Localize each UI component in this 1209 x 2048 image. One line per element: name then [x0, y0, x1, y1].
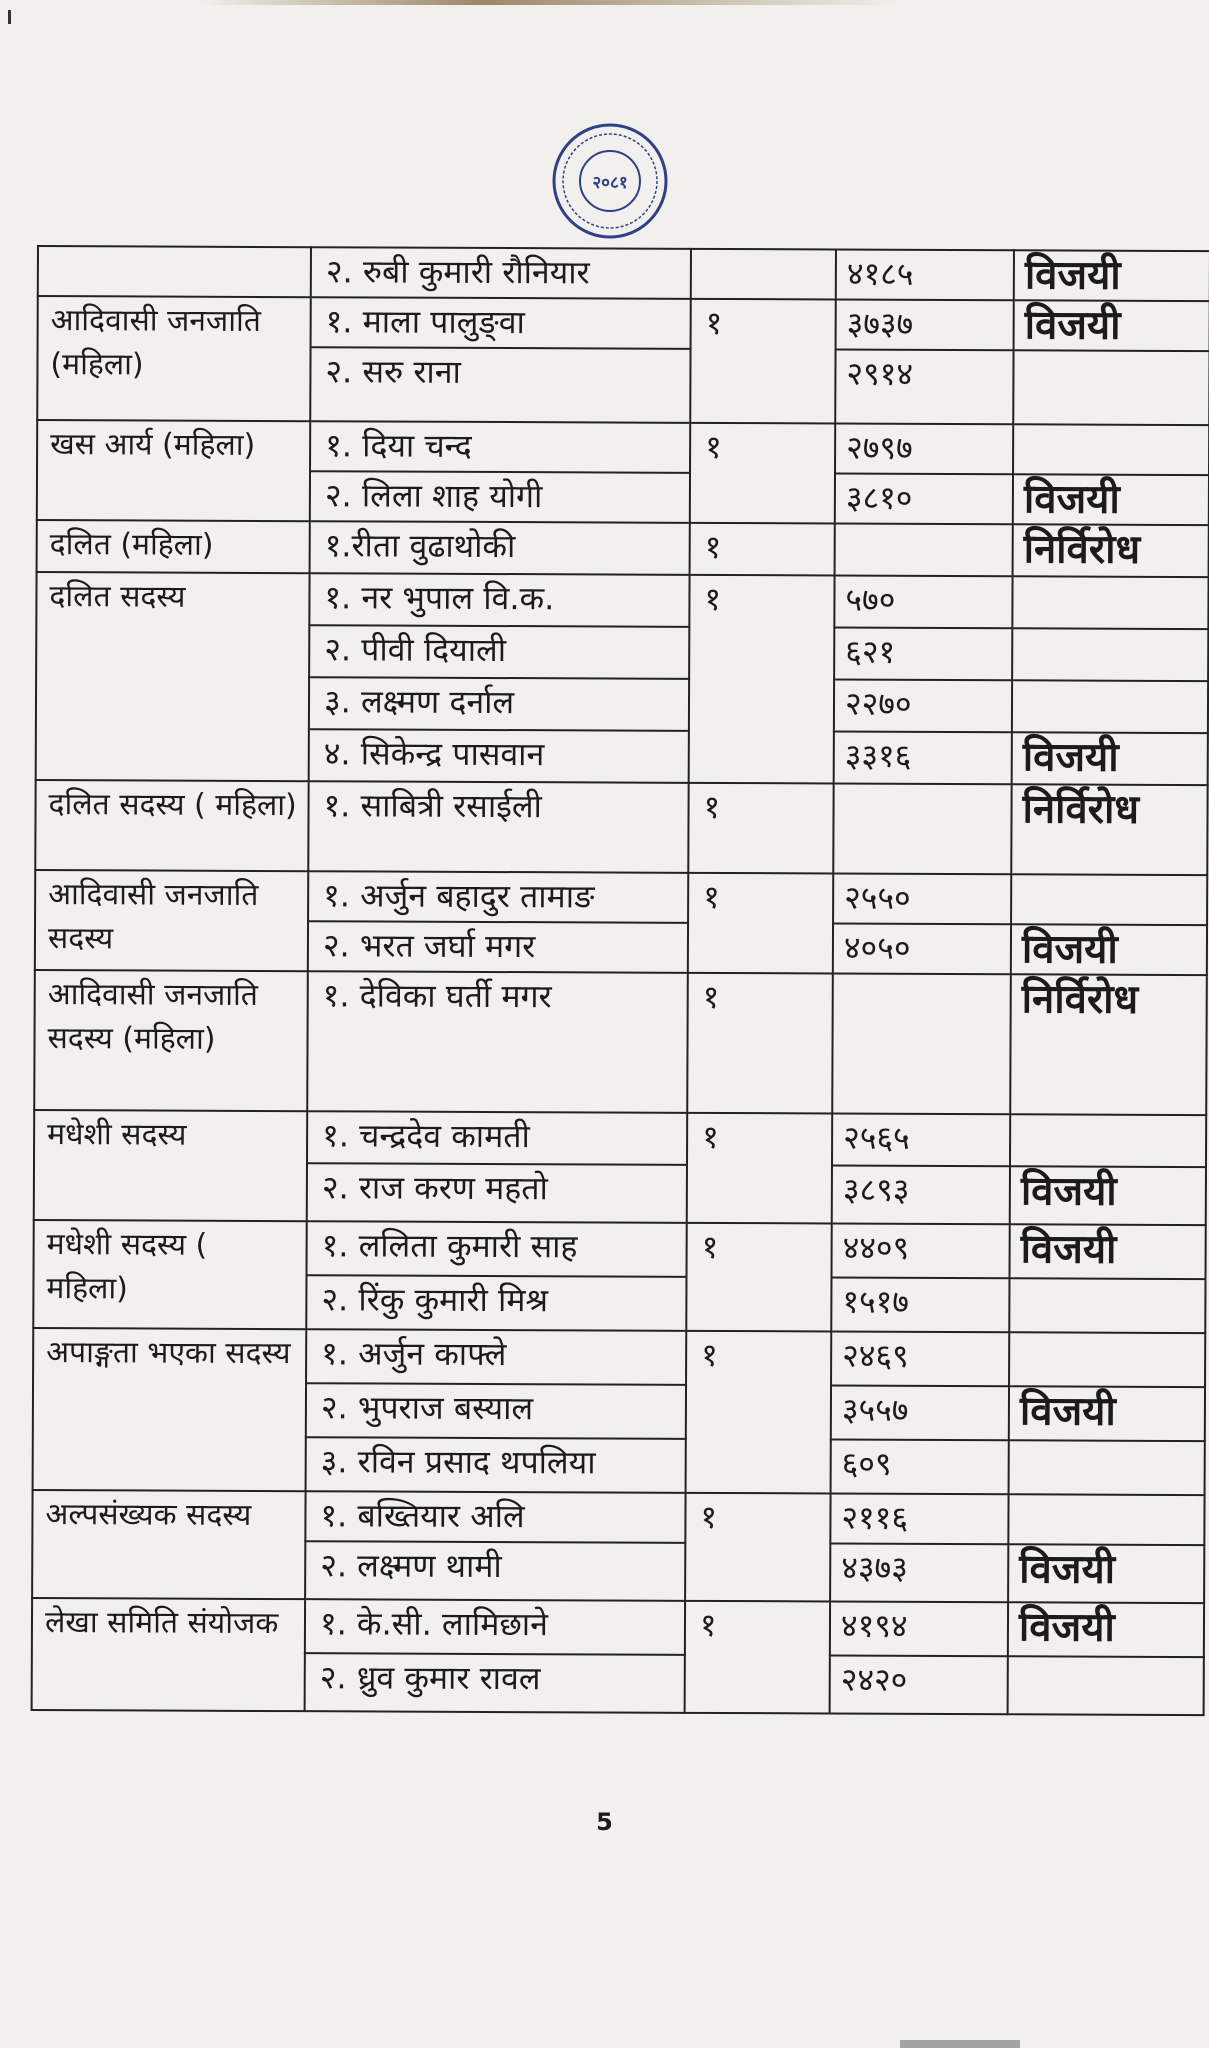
seats-cell: १ — [686, 1223, 831, 1332]
result-cell — [1012, 680, 1208, 733]
seats-cell: १ — [685, 1601, 830, 1714]
category-cell — [38, 246, 311, 297]
votes-cell: २५५० — [833, 873, 1011, 924]
result-cell: निर्विरोध — [1010, 974, 1207, 1115]
candidate-name-cell: १. ललिता कुमारी साह — [307, 1221, 687, 1277]
votes-cell: २२७० — [834, 679, 1012, 732]
result-cell: विजयी — [1010, 1166, 1206, 1225]
table-row — [36, 572, 1208, 629]
candidate-name-cell: १. अर्जुन काफ्ले — [306, 1329, 686, 1385]
seats-cell: १ — [687, 1113, 832, 1224]
table-row — [34, 1220, 1206, 1279]
category-cell: मधेशी सदस्य ( महिला) — [33, 1220, 306, 1329]
result-cell: विजयी — [1014, 300, 1209, 351]
candidate-name-cell: २. राज करण महतो — [307, 1163, 687, 1223]
page-number: 5 — [596, 1808, 613, 1836]
candidate-name-cell: १. बख्तियार अलि — [305, 1491, 685, 1543]
seats-cell: १ — [688, 783, 833, 874]
result-cell: निर्विरोध — [1011, 784, 1207, 875]
candidate-name-cell: २. पीवी दियाली — [309, 625, 689, 679]
candidate-name-cell: ३. रविन प्रसाद थपलिया — [306, 1437, 686, 1493]
candidate-name-cell: २. रिंकु कुमारी मिश्र — [306, 1275, 686, 1331]
category-cell: दलित (महिला) — [37, 520, 310, 573]
candidate-name-cell: २. भरत जर्घा मगर — [308, 921, 688, 973]
votes-cell: ५७० — [834, 575, 1012, 628]
result-cell — [1013, 350, 1209, 425]
result-cell — [1009, 1278, 1205, 1333]
seats-cell: १ — [686, 1331, 832, 1494]
election-results-table — [31, 245, 1209, 1716]
table-row — [38, 296, 1209, 351]
category-cell: खस आर्य (महिला) — [37, 420, 310, 521]
table-row — [35, 870, 1207, 925]
results-table-body — [32, 246, 1209, 1715]
votes-cell: ३३१६ — [834, 731, 1012, 784]
table-row — [37, 420, 1209, 475]
category-cell: आदिवासी जनजाति (महिला) — [37, 296, 311, 421]
votes-cell: ४१८५ — [836, 249, 1014, 300]
votes-cell — [832, 973, 1011, 1114]
seats-cell: १ — [685, 1493, 830, 1602]
votes-cell: ६२१ — [834, 627, 1012, 680]
votes-cell: ३७३७ — [836, 299, 1014, 350]
result-cell: विजयी — [1010, 1224, 1206, 1279]
result-cell — [1009, 1440, 1205, 1495]
candidate-name-cell: १. साबित्री रसाईली — [308, 781, 688, 873]
votes-cell: २११६ — [830, 1493, 1008, 1544]
votes-cell: ३८९३ — [832, 1165, 1010, 1224]
scan-top-edge — [200, 0, 900, 5]
seats-cell: १ — [689, 575, 835, 784]
seats-cell: १ — [690, 523, 835, 576]
seats-cell: १ — [687, 973, 833, 1114]
seats-cell: १ — [688, 873, 833, 974]
votes-cell: ४३७३ — [830, 1543, 1008, 1602]
seal-icon — [551, 122, 669, 240]
table-row — [34, 1110, 1206, 1167]
votes-cell: ४१९४ — [830, 1601, 1008, 1656]
candidate-name-cell: २. सरु राना — [310, 347, 690, 423]
category-cell: अल्पसंख्यक सदस्य — [32, 1490, 305, 1599]
table-row — [34, 970, 1207, 1115]
scan-corner-mark — [8, 10, 11, 24]
category-cell: आदिवासी जनजाति सदस्य (महिला) — [34, 970, 308, 1111]
category-cell: दलित सदस्य — [36, 572, 310, 781]
official-seal — [551, 122, 669, 240]
result-cell: विजयी — [1008, 1544, 1204, 1603]
result-cell: विजयी — [1013, 474, 1209, 525]
candidate-name-cell: १. चन्द्रदेव कामती — [307, 1111, 687, 1165]
result-cell — [1010, 1114, 1206, 1167]
table-row — [37, 520, 1209, 577]
votes-cell: २९१४ — [835, 349, 1013, 424]
result-cell — [1012, 576, 1208, 629]
votes-cell — [833, 783, 1011, 874]
candidate-name-cell: २. रुबी कुमारी रौनियार — [311, 247, 691, 299]
result-cell: विजयी — [1008, 1602, 1204, 1657]
candidate-name-cell: १. दिया चन्द — [310, 421, 690, 473]
votes-cell: ६०९ — [831, 1439, 1009, 1494]
result-cell — [1008, 1494, 1204, 1545]
result-cell — [1009, 1332, 1205, 1387]
category-cell: दलित सदस्य ( महिला) — [35, 780, 308, 871]
votes-cell: ३८१० — [835, 473, 1013, 524]
result-cell — [1012, 628, 1208, 681]
candidate-name-cell: २. लक्ष्मण थामी — [305, 1541, 685, 1601]
table-row — [32, 1490, 1204, 1545]
candidate-name-cell: २. ध्रुव कुमार रावल — [305, 1653, 685, 1713]
candidate-name-cell: ४. सिकेन्द्र पासवान — [309, 729, 689, 783]
votes-cell: २४२० — [830, 1655, 1008, 1714]
votes-cell: २७९७ — [835, 423, 1013, 474]
candidate-name-cell: १. नर भुपाल वि.क. — [309, 573, 689, 627]
result-cell: विजयी — [1011, 924, 1207, 975]
category-cell: लेखा समिति संयोजक — [32, 1598, 305, 1711]
candidate-name-cell: १.रीता वुढाथोकी — [310, 521, 690, 575]
votes-cell: ४०५० — [833, 923, 1011, 974]
result-cell — [1008, 1656, 1204, 1715]
result-cell — [1013, 424, 1209, 475]
seats-cell — [691, 249, 836, 300]
votes-cell — [835, 523, 1013, 576]
candidate-name-cell: १. के.सी. लामिछाने — [305, 1599, 685, 1655]
candidate-name-cell: २. भुपराज बस्याल — [306, 1383, 686, 1439]
seal-year: २०८१ — [592, 173, 628, 193]
result-cell: निर्विरोध — [1013, 524, 1209, 577]
seats-cell: १ — [690, 423, 835, 524]
candidate-name-cell: २. लिला शाह योगी — [310, 471, 690, 523]
votes-cell: १५१७ — [831, 1277, 1009, 1332]
votes-cell: २४६९ — [831, 1331, 1009, 1386]
candidate-name-cell: १. देविका घर्ती मगर — [307, 971, 688, 1113]
scan-bottom-edge — [900, 2040, 1020, 2048]
result-cell: विजयी — [1012, 732, 1208, 785]
table-row — [33, 1328, 1205, 1387]
result-cell: विजयी — [1009, 1386, 1205, 1441]
votes-cell: २५६५ — [832, 1113, 1010, 1166]
category-cell: आदिवासी जनजाति सदस्य — [35, 870, 308, 971]
candidate-name-cell: १. अर्जुन बहादुर तामाङ — [308, 871, 688, 923]
seats-cell: १ — [690, 299, 836, 424]
table-row — [38, 246, 1209, 301]
table-row — [32, 1598, 1204, 1657]
category-cell: मधेशी सदस्य — [34, 1110, 307, 1221]
category-cell: अपाङ्गता भएका सदस्य — [33, 1328, 307, 1491]
table-row — [35, 780, 1207, 875]
votes-cell: ३५५७ — [831, 1385, 1009, 1440]
candidate-name-cell: ३. लक्ष्मण दर्नाल — [309, 677, 689, 731]
result-cell: विजयी — [1014, 250, 1209, 301]
result-cell — [1011, 874, 1207, 925]
candidate-name-cell: १. माला पालुङ्वा — [311, 297, 691, 349]
votes-cell: ४४०९ — [832, 1223, 1010, 1278]
